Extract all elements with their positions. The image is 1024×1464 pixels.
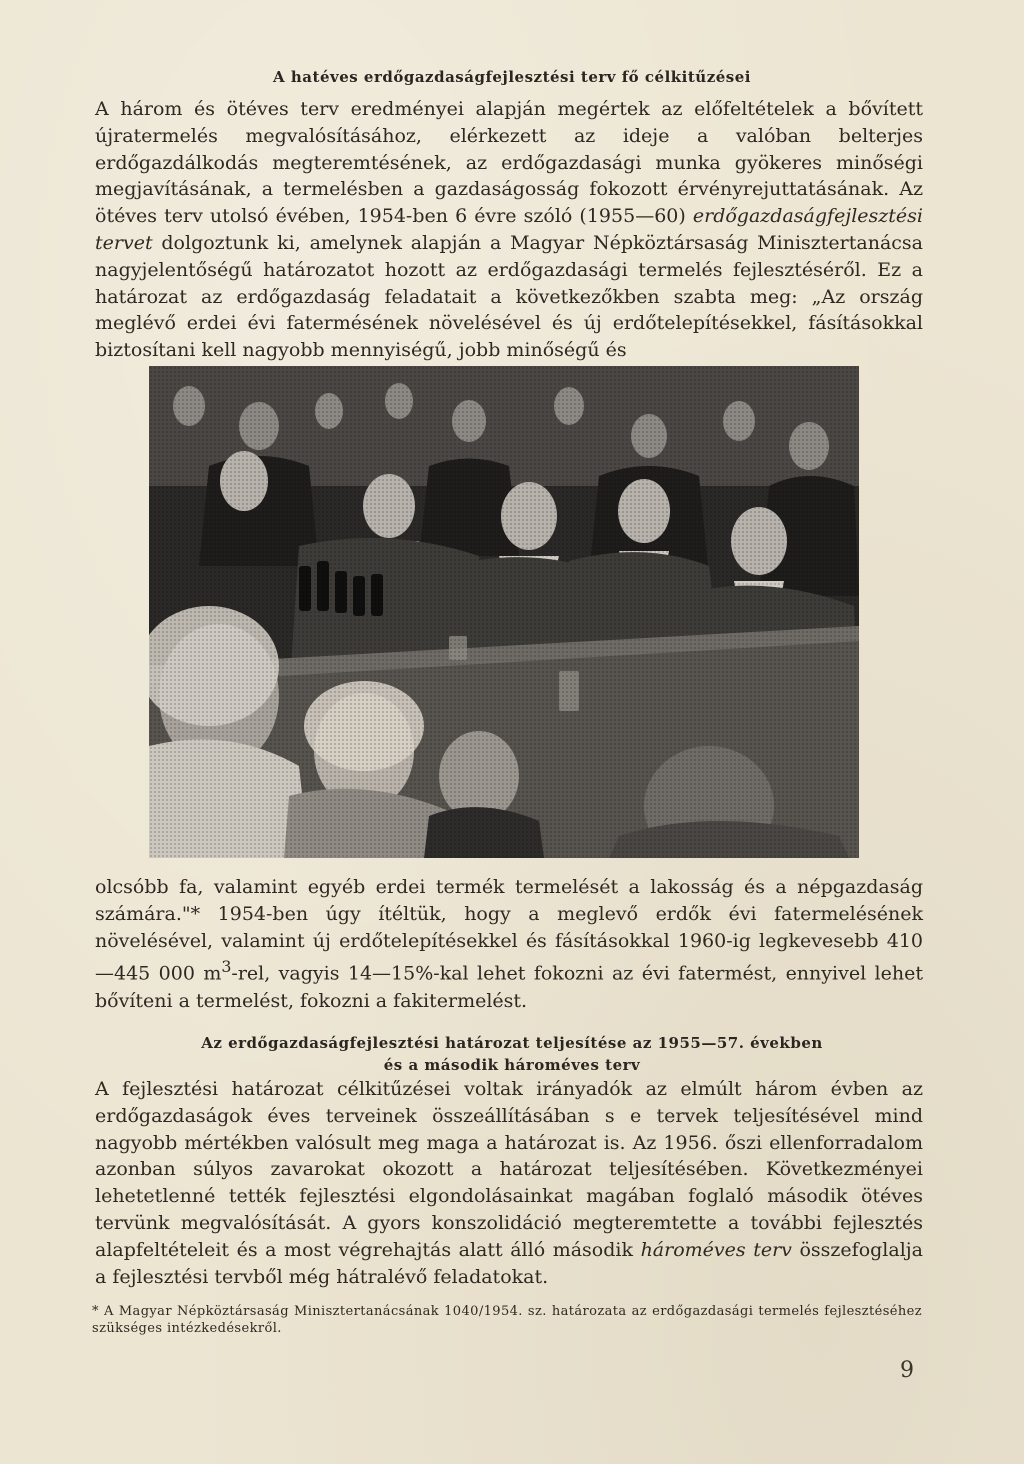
paragraph-intro-text-1: A három és ötéves terv eredményei alapján megértek az előfeltételek a bővített újratermelés megvalósításához, elérkezett az ideje a valóban belterjes erdőgazdálkodás megteremtésének, az erdőgazdasági munka gyökeres minőségi megjavításának, a termelésben a gazdaságosság fokozott érvényrejuttatásának. Az ötéves terv utolsó évében, 1954-ben 6 évre szóló (1955—60) (95, 98, 923, 228)
paragraph-intro (95, 96, 923, 364)
section-heading: A hatéves erdőgazdaságfejlesztési terv fő célkitűzései (273, 68, 751, 86)
paragraph-intro-text-2: dolgoztunk ki, amelynek alapján a Magyar Népköztársaság Minisztertanácsa nagyjelentőségű határozatot hozott az erdőgazdasági termelés fejlesztéséről. Ez a határozat az erdőgazdaság feladatait a következőkben szabta meg: „Az ország meglévő erdei évi fatermésének növelésével és új erdőtelepítésekkel, fásításokkal biztosítani kell nagyobb mennyiségű, jobb minőségű és (95, 231, 923, 362)
subsection-heading-line-2: és a második hároméves terv (383, 1056, 641, 1074)
meeting-photo (149, 366, 859, 858)
photo-illustration (149, 366, 859, 858)
paragraph-quote-text-2: -rel, vagyis 14—15%-kal lehet fokozni az évi fatermést, ennyivel lehet bővíteni a termelést, fokozni a fakitermelést. (95, 962, 923, 1012)
paragraph-implementation-italic: hároméves terv (640, 1238, 792, 1261)
superscript: 3 (221, 957, 232, 977)
paragraph-quote-text-1: olcsóbb fa, valamint egyéb erdei termék termelését a lakosság és a népgazdaság számára."* 1954-ben úgy ítéltük, hogy a meglevő erdők évi fatermelésének növelésével, valamint új erdőtelepítésekkel és fásításokkal 1960-ig legkevesebb 410—445 000 m (95, 876, 923, 985)
paragraph-implementation-text-1: A fejlesztési határozat célkitűzései voltak irányadók az elmúlt három évben az erdőgazdaságok éves terveinek összeállításában s e tervek teljesítésével mind nagyobb mértékben valósult meg maga a határozat is. Az 1956. őszi ellenforradalom azonban súlyos zavarokat okozott a határozat teljesítésében. Következményei lehetetlenné tették fejlesztési elgondolásainkat magában foglaló második ötéves tervünk megvalósítását. A gyors konszolidáció megteremtette a további fejlesztés alapfeltételeit és a most végrehajtás alatt álló második (95, 1078, 923, 1261)
paragraph-implementation (95, 1076, 923, 1290)
paragraph-intro-italic: erdőgazdaságfejlesztési tervet (95, 205, 923, 254)
page-number: 9 (900, 1358, 914, 1383)
paragraph-quote-continuation (95, 874, 923, 1014)
footnote: * A Magyar Népköztársaság Minisztertanácsának 1040/1954. sz. határozata az erdőgazdasági termelés fejlesztéséhez szükséges intézkedésekről. (92, 1304, 922, 1336)
subsection-heading (90, 1032, 934, 1076)
paragraph-implementation-text-2: összefoglalja a fejlesztési tervből még hátralévő feladatokat. (95, 1238, 923, 1288)
subsection-heading-line-1: Az erdőgazdaságfejlesztési határozat teljesítése az 1955—57. években (201, 1034, 823, 1052)
